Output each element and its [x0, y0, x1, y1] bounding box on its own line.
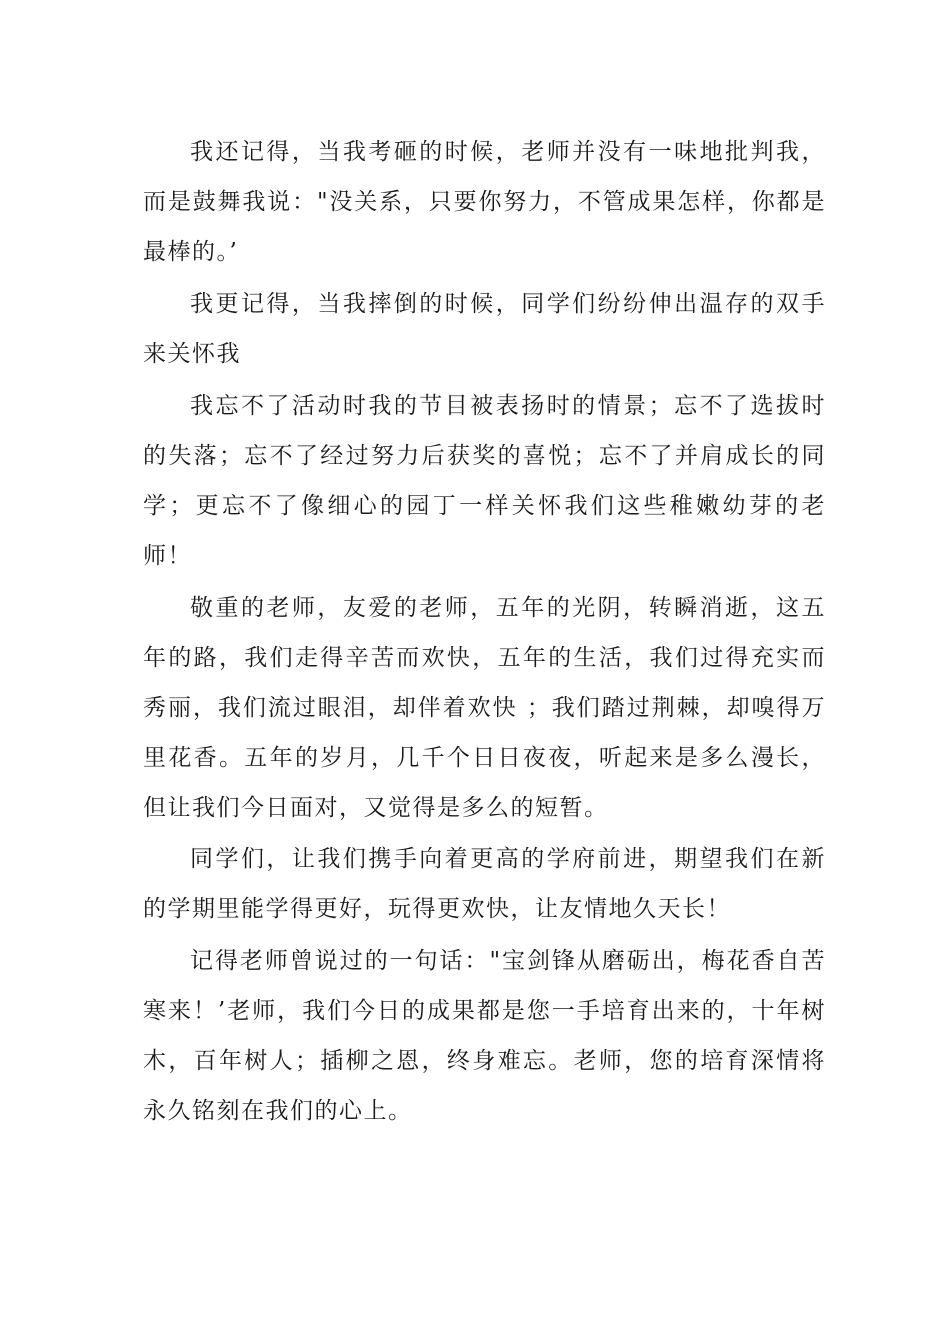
paragraph-6: 记得老师曾说过的一句话："宝剑锋从磨砺出，梅花香自苦寒来！’老师，我们今日的成果都是您一手培育出来的，十年树木，百年树人；插柳之恩，终身难忘。老师，您的培育深情将永久铭刻在我们的心上。 — [143, 948, 826, 1124]
document-body — [143, 127, 826, 1136]
paragraph-4: 敬重的老师，友爱的老师，五年的光阴，转瞬消逝，这五年的路，我们走得辛苦而欢快，五年的生活，我们过得充实而秀丽，我们流过眼泪，却伴着欢快 ；我们踏过荆棘，却嗅得万里花香。五年的岁月，几千个日日夜夜，听起来是多么漫长，但让我们今日面对，又觉得是多么的短暂。 — [143, 595, 826, 821]
paragraph-2: 我更记得，当我摔倒的时候，同学们纷纷伸出温存的双手来关怀我 — [143, 291, 826, 367]
paragraph-1: 我还记得，当我考砸的时候，老师并没有一味地批判我，而是鼓舞我说："没关系，只要你努力，不管成果怎样，你都是最棒的。’ — [143, 139, 826, 265]
paragraph-5: 同学们，让我们携手向着更高的学府前进，期望我们在新的学期里能学得更好，玩得更欢快，让友情地久天长！ — [143, 846, 826, 922]
paragraph-3: 我忘不了活动时我的节目被表扬时的情景；忘不了选拔时的失落；忘不了经过努力后获奖的喜悦；忘不了并肩成长的同学；更忘不了像细心的园丁一样关怀我们这些稚嫩幼芽的老师！ — [143, 393, 826, 569]
